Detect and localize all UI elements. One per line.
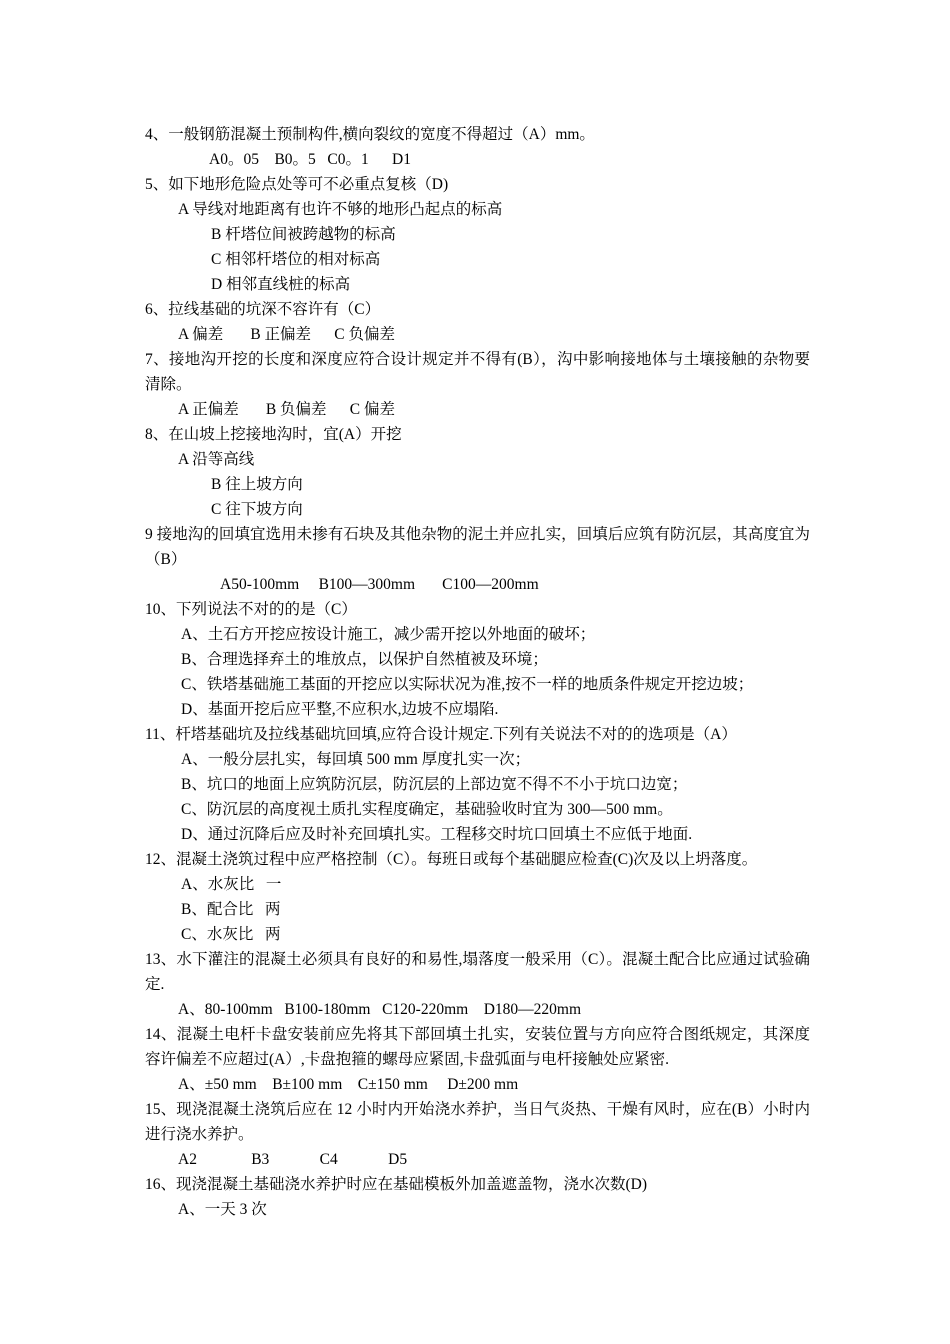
text-line: A 沿等高线 xyxy=(178,451,255,468)
document-body xyxy=(145,122,810,1222)
text-line: A、土石方开挖应按设计施工，减少需开挖以外地面的破坏； xyxy=(181,626,596,643)
text-line: A、水灰比 一 xyxy=(181,876,282,893)
text-line: 13、水下灌注的混凝土必须具有良好的和易性,塌落度一般采用（C）。混凝土配合比应通过试验确定. xyxy=(145,951,810,993)
text-line: B、合理选择弃土的堆放点，以保护自然植被及环境； xyxy=(181,651,548,668)
text-line: D 相邻直线桩的标高 xyxy=(211,276,351,293)
text-line: A 正偏差 B 负偏差 C 偏差 xyxy=(178,401,396,418)
text-line: A2 B3 C4 D5 xyxy=(178,1151,408,1168)
text-line: A、一般分层扎实，每回填 500 mm 厚度扎实一次； xyxy=(181,751,531,768)
text-line: C、防沉层的高度视土质扎实程度确定，基础验收时宜为 300—500 mm。 xyxy=(181,801,673,818)
text-line: C、水灰比 两 xyxy=(181,926,281,943)
text-line: 10、下列说法不对的的是（C） xyxy=(145,601,357,618)
text-line: 11、杆塔基础坑及拉线基础坑回填,应符合设计规定.下列有关说法不对的的选项是（A） xyxy=(145,726,737,743)
text-line: 4、一般钢筋混凝土预制构件,横向裂纹的宽度不得超过（A）mm。 xyxy=(145,126,595,143)
text-line: B 往上坡方向 xyxy=(211,476,303,493)
text-line: A 导线对地距离有也许不够的地形凸起点的标高 xyxy=(178,201,503,218)
text-line: B 杆塔位间被跨越物的标高 xyxy=(211,226,396,243)
text-line: 7、接地沟开挖的长度和深度应符合设计规定并不得有(B），沟中影响接地体与土壤接触的杂物要清除。 xyxy=(145,351,810,393)
text-line: C 往下坡方向 xyxy=(211,501,303,518)
text-line: 15、现浇混凝土浇筑后应在 12 小时内开始浇水养护，当日气炎热、干燥有风时，应在(B）小时内进行浇水养护。 xyxy=(145,1101,810,1143)
text-line: A 偏差 B 正偏差 C 负偏差 xyxy=(178,326,396,343)
text-line: D、基面开挖后应平整,不应积水,边坡不应塌陷. xyxy=(181,701,499,718)
text-line: B、坑口的地面上应筑防沉层，防沉层的上部边宽不得不不小于坑口边宽； xyxy=(181,776,688,793)
text-line: 12、混凝土浇筑过程中应严格控制（C）。每班日或每个基础腿应检查(C)次及以上坍落度。 xyxy=(145,851,758,868)
text-line: 6、拉线基础的坑深不容许有（C） xyxy=(145,301,381,318)
text-line: C 相邻杆塔位的相对标高 xyxy=(211,251,381,268)
text-line: D、通过沉降后应及时补充回填扎实。工程移交时坑口回填土不应低于地面. xyxy=(181,826,693,843)
text-line: 5、如下地形危险点处等可不必重点复核（D) xyxy=(145,176,449,193)
text-line: 16、现浇混凝土基础浇水养护时应在基础模板外加盖遮盖物，浇水次数(D) xyxy=(145,1176,648,1193)
text-line: C、铁塔基础施工基面的开挖应以实际状况为准,按不一样的地质条件规定开挖边坡； xyxy=(181,676,754,693)
text-line: 8、在山坡上挖接地沟时，宜(A）开挖 xyxy=(145,426,402,443)
text-line: 9 接地沟的回填宜选用未掺有石块及其他杂物的泥土并应扎实，回填后应筑有防沉层，其高度宜为（B） xyxy=(145,526,810,568)
text-line: 14、混凝土电杆卡盘安装前应先将其下部回填土扎实，安装位置与方向应符合图纸规定，其深度容许偏差不应超过(A）,卡盘抱箍的螺母应紧固,卡盘弧面与电杆接触处应紧密. xyxy=(145,1026,810,1068)
text-line: A、±50 mm B±100 mm C±150 mm D±200 mm xyxy=(178,1076,519,1093)
text-line: B、配合比 两 xyxy=(181,901,281,918)
text-line: A50-100mm B100—300mm C100—200mm xyxy=(220,576,539,593)
text-line: A0。05 B0。5 C0。1 D1 xyxy=(209,151,411,168)
text-line: A、80-100mm B100-180mm C120-220mm D180—220mm xyxy=(178,1001,582,1018)
text-line: A、一天 3 次 xyxy=(178,1201,267,1218)
